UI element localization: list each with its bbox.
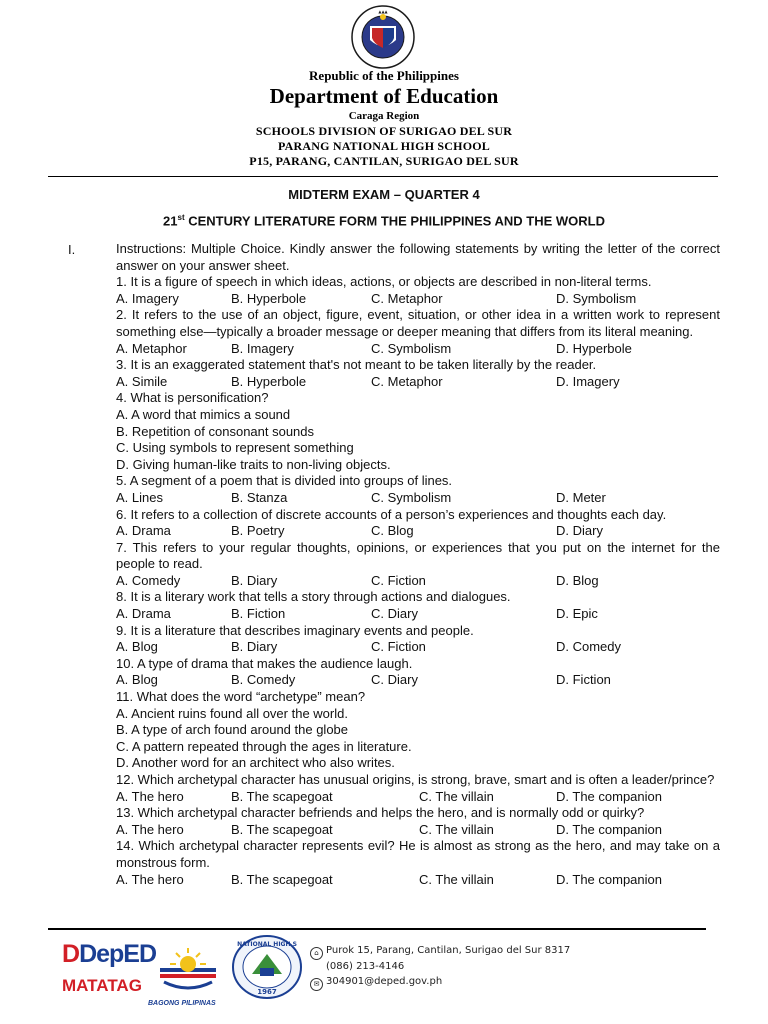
header-divider xyxy=(48,176,718,177)
bagong-pilipinas-logo xyxy=(150,940,226,1004)
choice-6-c: C. Blog xyxy=(371,523,414,539)
choice-11-a: A. Ancient ruins found all over the world. xyxy=(116,705,348,721)
home-icon: ⌂ xyxy=(310,947,323,960)
choices-row-7 xyxy=(116,573,720,590)
choice-6-b: B. Poetry xyxy=(231,523,285,539)
question-8: 8. It is a literary work that tells a story through actions and dialogues. xyxy=(116,589,511,605)
choice-8-c: C. Diary xyxy=(371,606,418,622)
choice-2-a: A. Metaphor xyxy=(116,340,187,356)
choice-3-a: A. Simile xyxy=(116,373,168,389)
footer-divider xyxy=(48,928,706,930)
question-7: 7. This refers to your regular thoughts, opinions, or experiences that you put on the internet for the people to read. xyxy=(116,539,720,572)
choices-row-8 xyxy=(116,606,720,623)
choice-13-a: A. The hero xyxy=(116,821,184,837)
choice-6-a: A. Drama xyxy=(116,523,171,539)
choices-row-2 xyxy=(116,341,720,358)
choice-12-b: B. The scapegoat xyxy=(231,788,333,804)
choice-5-d: D. Meter xyxy=(556,489,606,505)
footer-phone: (086) 213-4146 xyxy=(326,961,405,972)
choice-5-b: B. Stanza xyxy=(231,489,288,505)
choice-10-a: A. Blog xyxy=(116,672,158,688)
choice-12-d: D. The companion xyxy=(556,788,662,804)
choice-3-d: D. Imagery xyxy=(556,373,620,389)
section-number: I. xyxy=(68,242,76,257)
svg-text:1967: 1967 xyxy=(257,988,277,996)
choices-row-3 xyxy=(116,374,720,391)
region-heading: Caraga Region xyxy=(348,110,420,122)
question-6: 6. It refers to a collection of discrete accounts of a person’s experiences and thoughts each day. xyxy=(116,506,667,522)
question-2: 2. It refers to the use of an object, figure, event, situation, or other idea in a written work to represent something else—typically a broader message or deeper meaning that differs from its literal meaning. xyxy=(116,307,720,339)
question-9: 9. It is a literature that describes imaginary events and people. xyxy=(116,622,474,638)
footer-email: ✉ 304901@deped.gov.ph xyxy=(310,976,442,991)
department-heading: Department of Education xyxy=(269,84,499,108)
address-heading: P15, PARANG, CANTILAN, SURIGAO DEL SUR xyxy=(249,154,519,168)
choice-1-c: C. Metaphor xyxy=(371,290,443,306)
question-5: 5. A segment of a poem that is divided into groups of lines. xyxy=(116,473,453,489)
choice-3-c: C. Metaphor xyxy=(371,373,443,389)
choice-2-b: B. Imagery xyxy=(231,340,294,356)
choice-7-d: D. Blog xyxy=(556,572,599,588)
question-13: 13. Which archetypal character befriends and helps the hero, and is normally odd or quirky? xyxy=(116,805,645,821)
choice-1-a: A. Imagery xyxy=(116,290,179,306)
choice-9-c: C. Fiction xyxy=(371,639,426,655)
choice-11-d: D. Another word for an architect who also writes. xyxy=(116,755,395,771)
email-icon: ✉ xyxy=(310,978,323,991)
choice-7-c: C. Fiction xyxy=(371,572,426,588)
choice-8-b: B. Fiction xyxy=(231,606,286,622)
footer-address: ⌂ Purok 15, Parang, Cantilan, Surigao del Sur 8317 xyxy=(310,945,570,960)
choice-13-b: B. The scapegoat xyxy=(231,821,333,837)
choices-row-9 xyxy=(116,639,720,656)
choice-5-c: C. Symbolism xyxy=(371,489,452,505)
division-heading: SCHOOLS DIVISION OF SURIGAO DEL SUR xyxy=(255,124,513,138)
svg-text:NATIONAL HIGH S: NATIONAL HIGH S xyxy=(237,941,297,948)
choices-row-6 xyxy=(116,523,720,540)
question-11: 11. What does the word “archetype” mean? xyxy=(116,689,366,705)
choices-row-10 xyxy=(116,672,720,689)
exam-title: MIDTERM EXAM – QUARTER 4 xyxy=(288,187,480,202)
question-10: 10. A type of drama that makes the audience laugh. xyxy=(116,655,413,671)
choices-row-13 xyxy=(116,822,720,839)
choice-8-d: D. Epic xyxy=(556,606,598,622)
choices-row-1 xyxy=(116,291,720,308)
school-seal-icon xyxy=(230,934,304,1000)
choice-14-d: D. The companion xyxy=(556,871,662,887)
subject-title: 21st CENTURY LITERATURE FORM THE PHILIPPINES AND THE WORLD xyxy=(163,213,605,229)
svg-text:▲▲▲: ▲▲▲ xyxy=(378,9,388,14)
school-heading: PARANG NATIONAL HIGH SCHOOL xyxy=(278,139,490,153)
choice-13-d: D. The companion xyxy=(556,821,662,837)
choice-10-b: B. Comedy xyxy=(231,672,296,688)
choice-14-b: B. The scapegoat xyxy=(231,871,333,887)
question-12: 12. Which archetypal character has unusual origins, is strong, brave, smart and is often a leader/prince? xyxy=(116,772,715,787)
instructions: Instructions: Multiple Choice. Kindly answer the following statements by writing the letter of the correct answer on your answer sheet. xyxy=(116,241,720,273)
choice-3-b: B. Hyperbole xyxy=(231,373,307,389)
choice-14-a: A. The hero xyxy=(116,871,184,887)
choice-4-b: B. Repetition of consonant sounds xyxy=(116,423,315,439)
choices-row-12 xyxy=(116,789,720,806)
choice-9-a: A. Blog xyxy=(116,639,158,655)
choice-5-a: A. Lines xyxy=(116,489,163,505)
choice-7-a: A. Comedy xyxy=(116,572,181,588)
choice-9-d: D. Comedy xyxy=(556,639,622,655)
question-1: 1. It is a figure of speech in which ideas, actions, or objects are described in non-literal terms. xyxy=(116,274,652,290)
exam-body xyxy=(116,241,720,888)
deped-seal-icon xyxy=(344,4,422,70)
choice-4-c: C. Using symbols to represent something xyxy=(116,440,354,456)
choices-row-14 xyxy=(116,872,720,889)
choice-1-d: D. Symbolism xyxy=(556,290,637,306)
choice-6-d: D. Diary xyxy=(556,523,603,539)
choice-11-c: C. A pattern repeated through the ages in literature. xyxy=(116,738,412,754)
choice-10-d: D. Fiction xyxy=(556,672,611,688)
choice-14-c: C. The villain xyxy=(419,871,494,887)
choice-10-c: C. Diary xyxy=(371,672,418,688)
question-4: 4. What is personification? xyxy=(116,390,269,406)
bagong-pilipinas-text: BAGONG PILIPINAS xyxy=(148,1000,216,1007)
choice-2-d: D. Hyperbole xyxy=(556,340,632,356)
choice-4-a: A. A word that mimics a sound xyxy=(116,406,291,422)
question-14: 14. Which archetypal character represents evil? He is almost as strong as the hero, and may take on a monstrous form. xyxy=(116,838,720,870)
matatag-logo: MATATAG xyxy=(62,976,142,995)
choice-1-b: B. Hyperbole xyxy=(231,290,307,306)
republic-heading: Republic of the Philippines xyxy=(309,68,459,83)
choice-2-c: C. Symbolism xyxy=(371,340,452,356)
choice-8-a: A. Drama xyxy=(116,606,171,622)
question-3: 3. It is an exaggerated statement that's not meant to be taken literally by the reader. xyxy=(116,357,597,373)
choice-4-d: D. Giving human-like traits to non-living objects. xyxy=(116,456,391,472)
choice-12-a: A. The hero xyxy=(116,788,184,804)
choice-13-c: C. The villain xyxy=(419,821,494,837)
choice-12-c: C. The villain xyxy=(419,788,494,804)
choices-row-5 xyxy=(116,490,720,507)
choice-7-b: B. Diary xyxy=(231,572,278,588)
choice-11-b: B. A type of arch found around the globe xyxy=(116,722,349,738)
choice-9-b: B. Diary xyxy=(231,639,278,655)
deped-logo: DDepED xyxy=(62,940,157,968)
